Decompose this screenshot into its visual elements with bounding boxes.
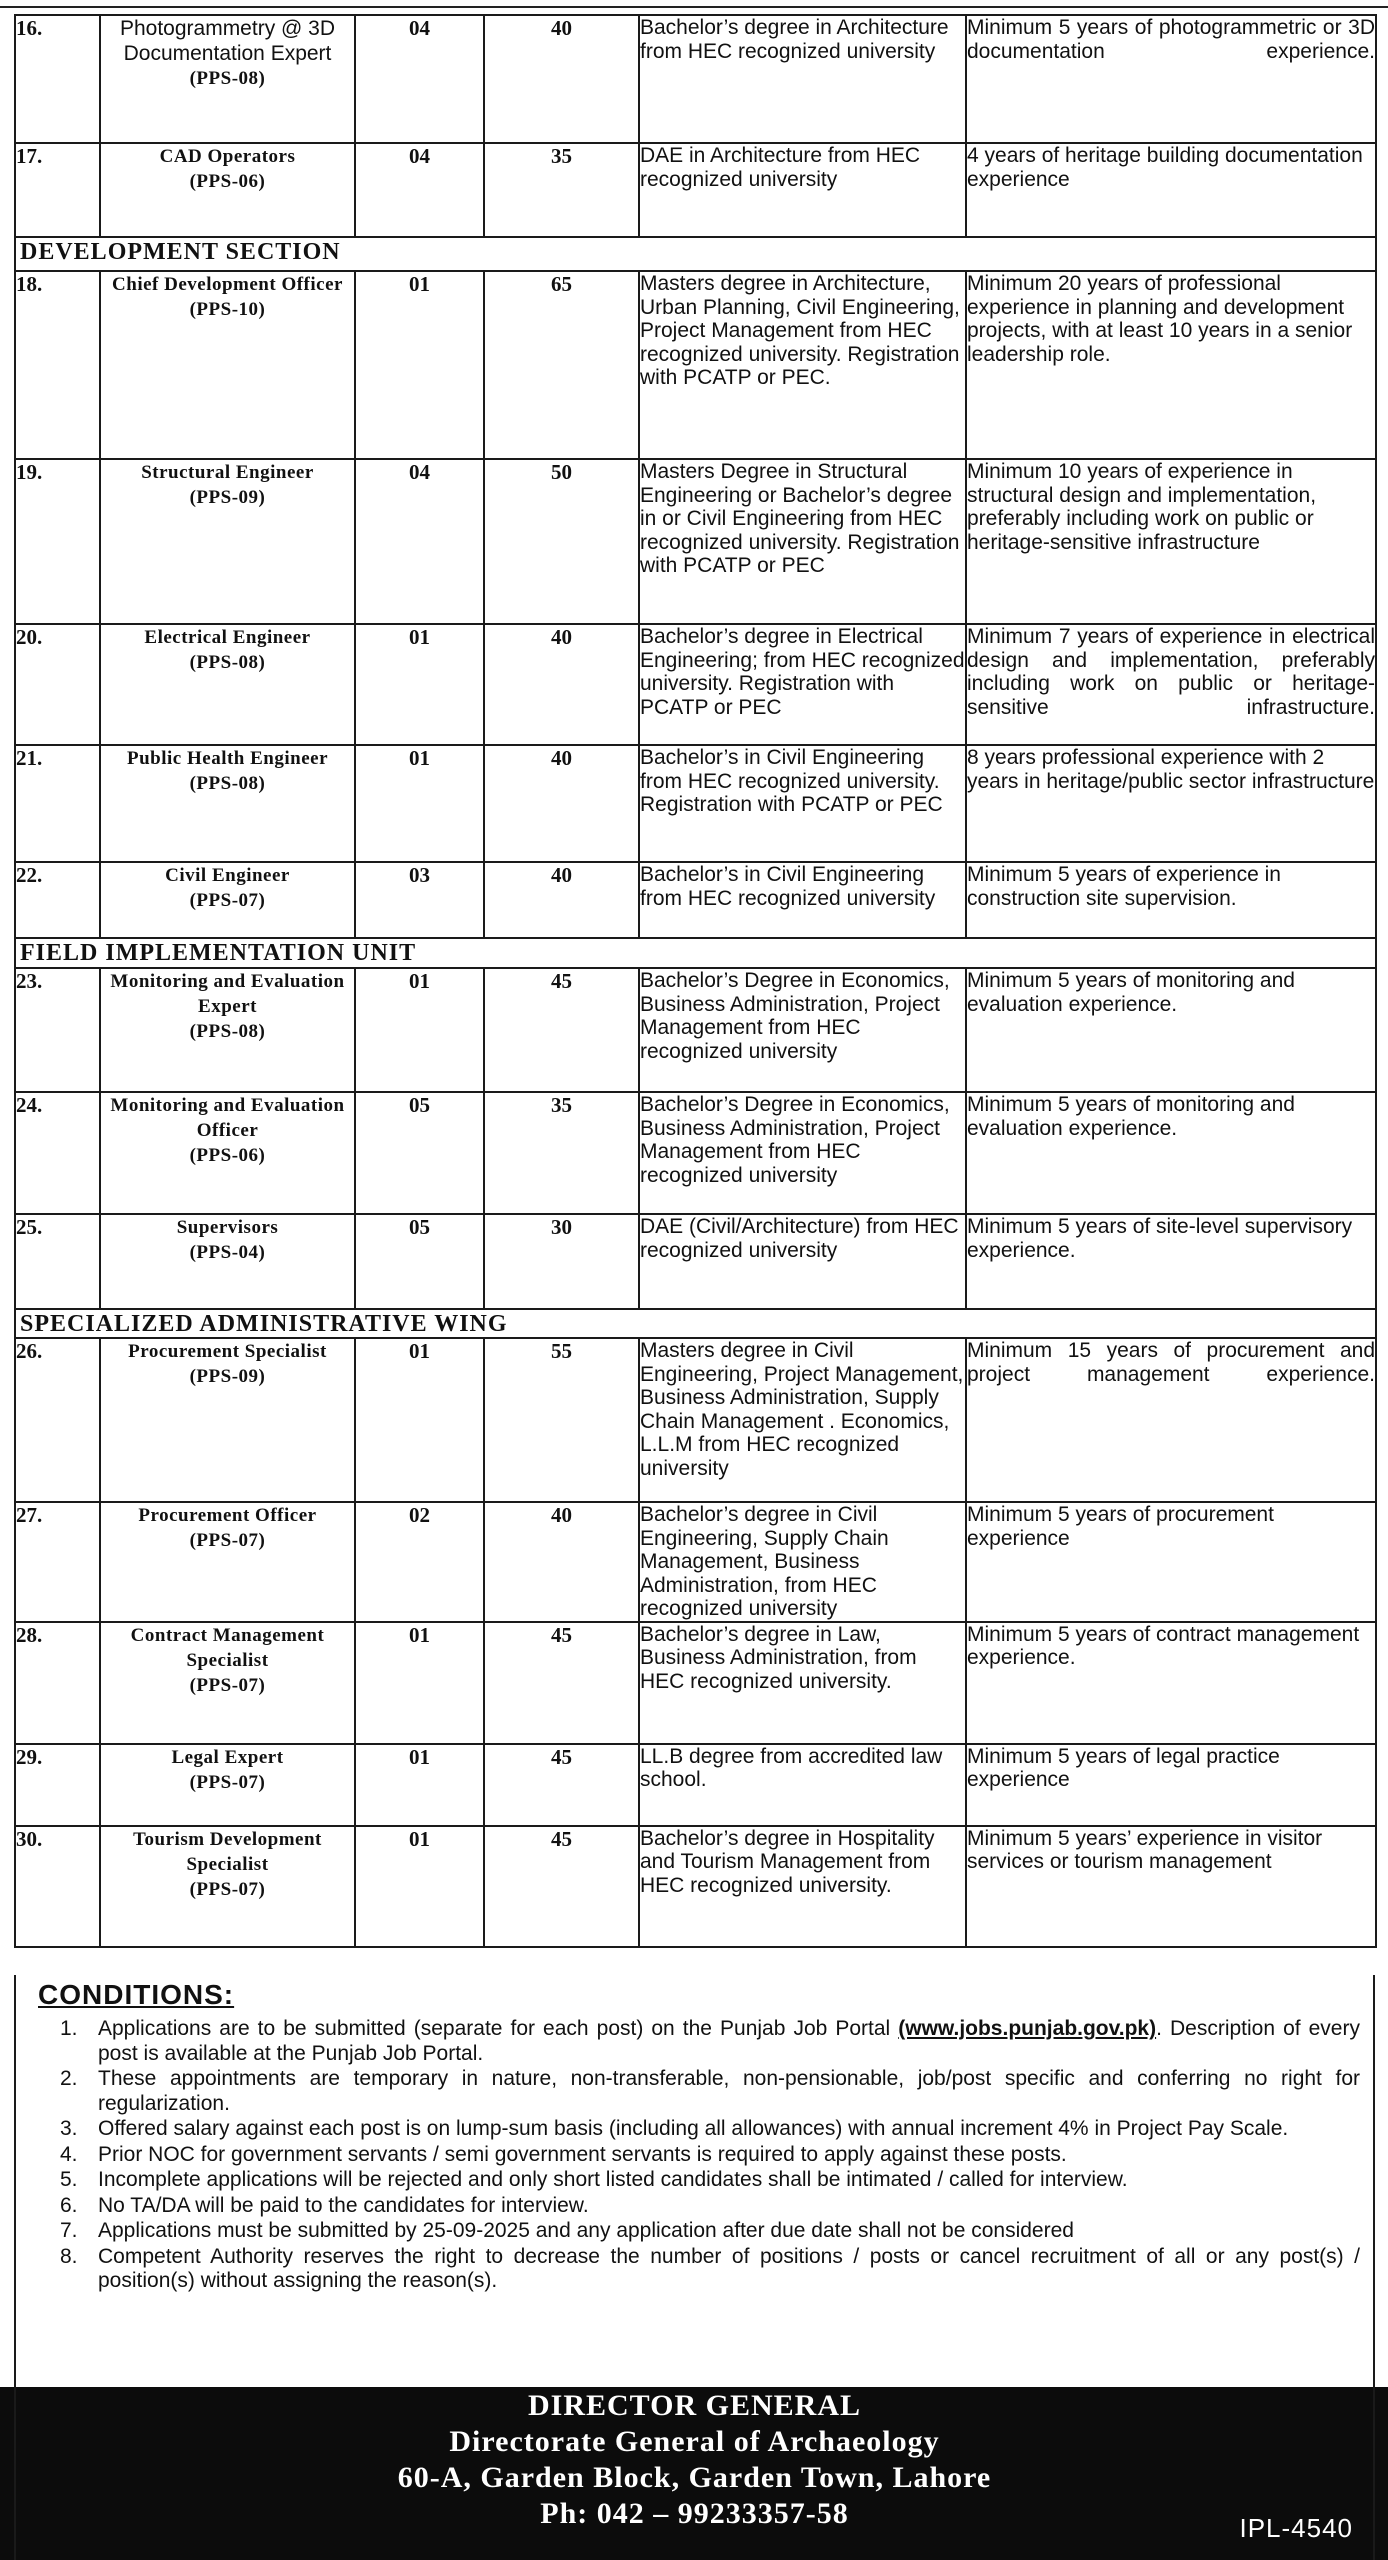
row-serial: 26.	[15, 1338, 100, 1502]
post-name: Procurement Specialist	[128, 1341, 327, 1362]
max-age: 40	[484, 745, 639, 862]
post-count: 01	[355, 745, 484, 862]
table-row	[15, 1502, 1376, 1622]
table-row	[15, 271, 1376, 459]
max-age: 30	[484, 1214, 639, 1309]
post-name: Structural Engineer	[141, 462, 314, 483]
post-count: 01	[355, 1622, 484, 1744]
pay-scale: (PPS-07)	[189, 1771, 266, 1793]
row-serial: 25.	[15, 1214, 100, 1309]
section-header-row	[15, 1309, 1376, 1338]
experience: Minimum 5 years’ experience in visitor services or tourism management	[966, 1826, 1376, 1947]
experience: Minimum 5 years of site-level supervisory experience.	[966, 1214, 1376, 1309]
post-name: Monitoring and Evaluation Expert	[110, 971, 345, 1017]
post-count: 01	[355, 1338, 484, 1502]
pay-scale: (PPS-06)	[189, 171, 266, 192]
post-name: Legal Expert	[171, 1746, 284, 1768]
table-row	[15, 1826, 1376, 1947]
table-row	[15, 624, 1376, 745]
conditions-list	[60, 2017, 1360, 2295]
experience: Minimum 20 years of professional experience in planning and development projects, with at least 10 years in a senior leadership role.	[966, 271, 1376, 459]
pay-scale: (PPS-07)	[189, 1530, 266, 1551]
max-age: 50	[484, 459, 639, 624]
post-name-cell	[100, 271, 355, 459]
post-name-cell	[100, 1826, 355, 1947]
experience: Minimum 5 years of contract management experience.	[966, 1622, 1376, 1744]
condition-item	[60, 2017, 1360, 2066]
section-header-row	[15, 938, 1376, 968]
qualification: Bachelor’s degree in Electrical Engineering; from HEC recognized university. Registration with PCATP or PEC	[639, 624, 966, 745]
qualification: Bachelor’s in Civil Engineering from HEC recognized university. Registration with PCATP or PEC	[639, 745, 966, 862]
condition-text: Offered salary against each post is on lump-sum basis (including all allowances) with annual increment 4% in Project Pay Scale.	[98, 2117, 1289, 2140]
condition-number: 3.	[60, 2117, 78, 2140]
ad-reference-code: IPL-4540	[1239, 2513, 1353, 2543]
row-serial: 30.	[15, 1826, 100, 1947]
experience: Minimum 5 years of legal practice experience	[966, 1744, 1376, 1826]
top-border-line	[0, 6, 1388, 8]
footer-address: 60-A, Garden Block, Garden Town, Lahore	[397, 2461, 992, 2494]
experience: Minimum 7 years of experience in electrical design and implementation, preferably including work on public or heritage-sensitive infrastructure.	[966, 624, 1376, 745]
post-count: 02	[355, 1502, 484, 1622]
post-name: Public Health Engineer	[127, 748, 328, 769]
pay-scale: (PPS-07)	[189, 890, 266, 911]
pay-scale: (PPS-08)	[189, 773, 266, 794]
experience: Minimum 5 years of monitoring and evaluation experience.	[966, 1092, 1376, 1214]
max-age: 40	[484, 624, 639, 745]
pay-scale: (PPS-10)	[189, 299, 266, 320]
condition-text: Incomplete applications will be rejected and only short listed candidates shall be intimated / called for interview.	[98, 2168, 1128, 2191]
pay-scale: (PPS-08)	[189, 68, 266, 89]
conditions-section	[14, 1975, 1375, 2387]
post-name: Monitoring and Evaluation Officer	[110, 1095, 345, 1141]
post-count: 05	[355, 1214, 484, 1309]
table-row	[15, 862, 1376, 938]
qualification: DAE in Architecture from HEC recognized university	[639, 143, 966, 237]
pay-scale: (PPS-09)	[189, 1366, 266, 1387]
condition-text: No TA/DA will be paid to the candidates for interview.	[98, 2193, 589, 2217]
jobs-table	[14, 14, 1377, 1948]
post-count: 04	[355, 459, 484, 624]
post-name: Chief Development Officer	[112, 274, 343, 295]
condition-number: 6.	[60, 2193, 78, 2217]
section-title-development: DEVELOPMENT SECTION	[15, 237, 1376, 271]
max-age: 35	[484, 1092, 639, 1214]
table-row	[15, 1092, 1376, 1214]
condition-number: 2.	[60, 2067, 78, 2090]
table-row	[15, 1622, 1376, 1744]
qualification: Masters Degree in Structural Engineering or Bachelor’s degree in or Civil Engineering from HEC recognized university. Registration with PCATP or PEC	[639, 459, 966, 624]
qualification: Bachelor’s degree in Architecture from HEC recognized university	[639, 15, 966, 143]
row-serial: 24.	[15, 1092, 100, 1214]
post-name: Civil Engineer	[165, 865, 290, 886]
qualification: Bachelor’s Degree in Economics, Business Administration, Project Management from HEC recognized university	[639, 1092, 966, 1214]
post-count: 01	[355, 1826, 484, 1947]
row-serial: 20.	[15, 624, 100, 745]
post-name-cell	[100, 1338, 355, 1502]
section-title-admin: SPECIALIZED ADMINISTRATIVE WING	[15, 1309, 1376, 1338]
section-header-row	[15, 237, 1376, 271]
table-row	[15, 1338, 1376, 1502]
condition-text: Applications are to be submitted (separate for each post) on the Punjab Job Portal	[98, 2017, 891, 2040]
post-count: 03	[355, 862, 484, 938]
experience: Minimum 5 years of monitoring and evaluation experience.	[966, 968, 1376, 1092]
experience: 8 years professional experience with 2 years in heritage/public sector infrastructure	[966, 745, 1376, 862]
condition-text: Prior NOC for government servants / semi government servants is required to apply against these posts.	[98, 2142, 1067, 2166]
qualification: Bachelor’s degree in Law, Business Administration, from HEC recognized university.	[639, 1622, 966, 1744]
pay-scale: (PPS-08)	[189, 652, 266, 673]
conditions-title: CONDITIONS:	[38, 1979, 235, 2010]
table-row	[15, 968, 1376, 1092]
pay-scale: (PPS-08)	[189, 1021, 266, 1042]
post-count: 05	[355, 1092, 484, 1214]
post-name-cell	[100, 1622, 355, 1744]
post-name: Procurement Officer	[138, 1505, 317, 1526]
post-count: 01	[355, 968, 484, 1092]
job-portal-link[interactable]: (www.jobs.punjab.gov.pk)	[898, 2017, 1157, 2040]
condition-number: 7.	[60, 2219, 78, 2242]
pay-scale: (PPS-09)	[189, 487, 266, 508]
footer-department: Directorate General of Archaeology	[449, 2425, 940, 2458]
row-serial: 21.	[15, 745, 100, 862]
post-name-cell	[100, 624, 355, 745]
max-age: 45	[484, 968, 639, 1092]
experience: 4 years of heritage building documentation experience	[966, 143, 1376, 237]
condition-item	[60, 2219, 1360, 2244]
post-name-cell	[100, 745, 355, 862]
pay-scale: (PPS-07)	[189, 1878, 266, 1900]
experience: Minimum 5 years of experience in construction site supervision.	[966, 862, 1376, 938]
table-row	[15, 143, 1376, 237]
condition-item	[60, 2168, 1360, 2193]
footer-designation: DIRECTOR GENERAL	[527, 2389, 861, 2422]
max-age: 40	[484, 1502, 639, 1622]
qualification: Masters degree in Civil Engineering, Project Management, Business Administration, Supply Chain Management . Economics, L.L.M from HEC recognized university	[639, 1338, 966, 1502]
condition-item	[60, 2067, 1360, 2116]
post-count: 01	[355, 1744, 484, 1826]
post-count: 04	[355, 143, 484, 237]
max-age: 65	[484, 271, 639, 459]
section-title-field: FIELD IMPLEMENTATION UNIT	[15, 938, 1376, 968]
table-row	[15, 1214, 1376, 1309]
row-serial: 16.	[15, 15, 100, 143]
experience: Minimum 5 years of procurement experience	[966, 1502, 1376, 1622]
condition-number: 5.	[60, 2168, 78, 2191]
row-serial: 18.	[15, 271, 100, 459]
max-age: 45	[484, 1826, 639, 1947]
condition-text: Applications must be submitted by 25-09-2025 and any application after due date shall not be considered	[98, 2219, 1074, 2242]
table-row	[15, 745, 1376, 862]
max-age: 55	[484, 1338, 639, 1502]
condition-item	[60, 2245, 1360, 2294]
pay-scale: (PPS-07)	[189, 1674, 266, 1696]
post-name-cell	[100, 968, 355, 1092]
qualification: LL.B degree from accredited law school.	[639, 1744, 966, 1826]
post-name: CAD Operators	[159, 146, 296, 167]
post-name: Tourism Development Specialist	[133, 1828, 322, 1875]
qualification: Bachelor’s degree in Civil Engineering, Supply Chain Management, Business Administration, from HEC recognized university	[639, 1502, 966, 1622]
post-name-cell	[100, 143, 355, 237]
post-count: 04	[355, 15, 484, 143]
footer-inner	[14, 2387, 1375, 2560]
qualification: Bachelor’s Degree in Economics, Business Administration, Project Management from HEC recognized university	[639, 968, 966, 1092]
condition-item	[60, 2117, 1360, 2142]
post-name-cell	[100, 1744, 355, 1826]
table-row	[15, 15, 1376, 143]
experience: Minimum 5 years of photogrammetric or 3D documentation experience.	[966, 15, 1376, 143]
post-name-cell	[100, 1092, 355, 1214]
post-name-cell	[100, 1502, 355, 1622]
post-count: 01	[355, 271, 484, 459]
post-name: Electrical Engineer	[144, 627, 311, 648]
footer-phone: Ph: 042 – 99233357-58	[540, 2497, 849, 2530]
condition-number: 8.	[60, 2244, 78, 2268]
post-name-cell	[100, 1214, 355, 1309]
post-name-cell	[100, 459, 355, 624]
max-age: 35	[484, 143, 639, 237]
condition-item	[60, 2194, 1360, 2219]
experience: Minimum 15 years of procurement and project management experience.	[966, 1338, 1376, 1502]
condition-text: These appointments are temporary in nature, non-transferable, non-pensionable, job/post specific and conferring no right for regularization.	[98, 2067, 1360, 2115]
post-name-cell	[100, 15, 355, 143]
post-name: Supervisors	[176, 1217, 279, 1238]
condition-number: 4.	[60, 2142, 78, 2166]
pay-scale: (PPS-04)	[189, 1242, 266, 1263]
row-serial: 29.	[15, 1744, 100, 1826]
row-serial: 23.	[15, 968, 100, 1092]
condition-text: Competent Authority reserves the right to decrease the number of positions / posts or cancel recruitment of all or any post(s) / position(s) without assigning the reason(s).	[98, 2244, 1360, 2292]
condition-number: 1.	[60, 2017, 78, 2040]
post-name: Photogrammetry @ 3D Documentation Expert	[119, 17, 336, 65]
condition-text: . Description of every post is available at the Punjab Job Portal.	[98, 2017, 1360, 2065]
max-age: 45	[484, 1744, 639, 1826]
post-name-cell	[100, 862, 355, 938]
condition-item	[60, 2143, 1360, 2168]
max-age: 40	[484, 862, 639, 938]
qualification: DAE (Civil/Architecture) from HEC recognized university	[639, 1214, 966, 1309]
pay-scale: (PPS-06)	[189, 1145, 266, 1166]
qualification: Bachelor’s degree in Hospitality and Tourism Management from HEC recognized university.	[639, 1826, 966, 1947]
row-serial: 22.	[15, 862, 100, 938]
row-serial: 28.	[15, 1622, 100, 1744]
table-row	[15, 1744, 1376, 1826]
qualification: Bachelor’s in Civil Engineering from HEC recognized university	[639, 862, 966, 938]
row-serial: 19.	[15, 459, 100, 624]
post-name: Contract Management Specialist	[130, 1624, 325, 1671]
table-row	[15, 459, 1376, 624]
qualification: Masters degree in Architecture, Urban Planning, Civil Engineering, Project Management from HEC recognized university. Registration with PCATP or PEC.	[639, 271, 966, 459]
max-age: 45	[484, 1622, 639, 1744]
row-serial: 17.	[15, 143, 100, 237]
post-count: 01	[355, 624, 484, 745]
row-serial: 27.	[15, 1502, 100, 1622]
experience: Minimum 10 years of experience in structural design and implementation, preferably including work on public or heritage-sensitive infrastructure	[966, 459, 1376, 624]
footer-banner	[0, 2387, 1388, 2560]
max-age: 40	[484, 15, 639, 143]
